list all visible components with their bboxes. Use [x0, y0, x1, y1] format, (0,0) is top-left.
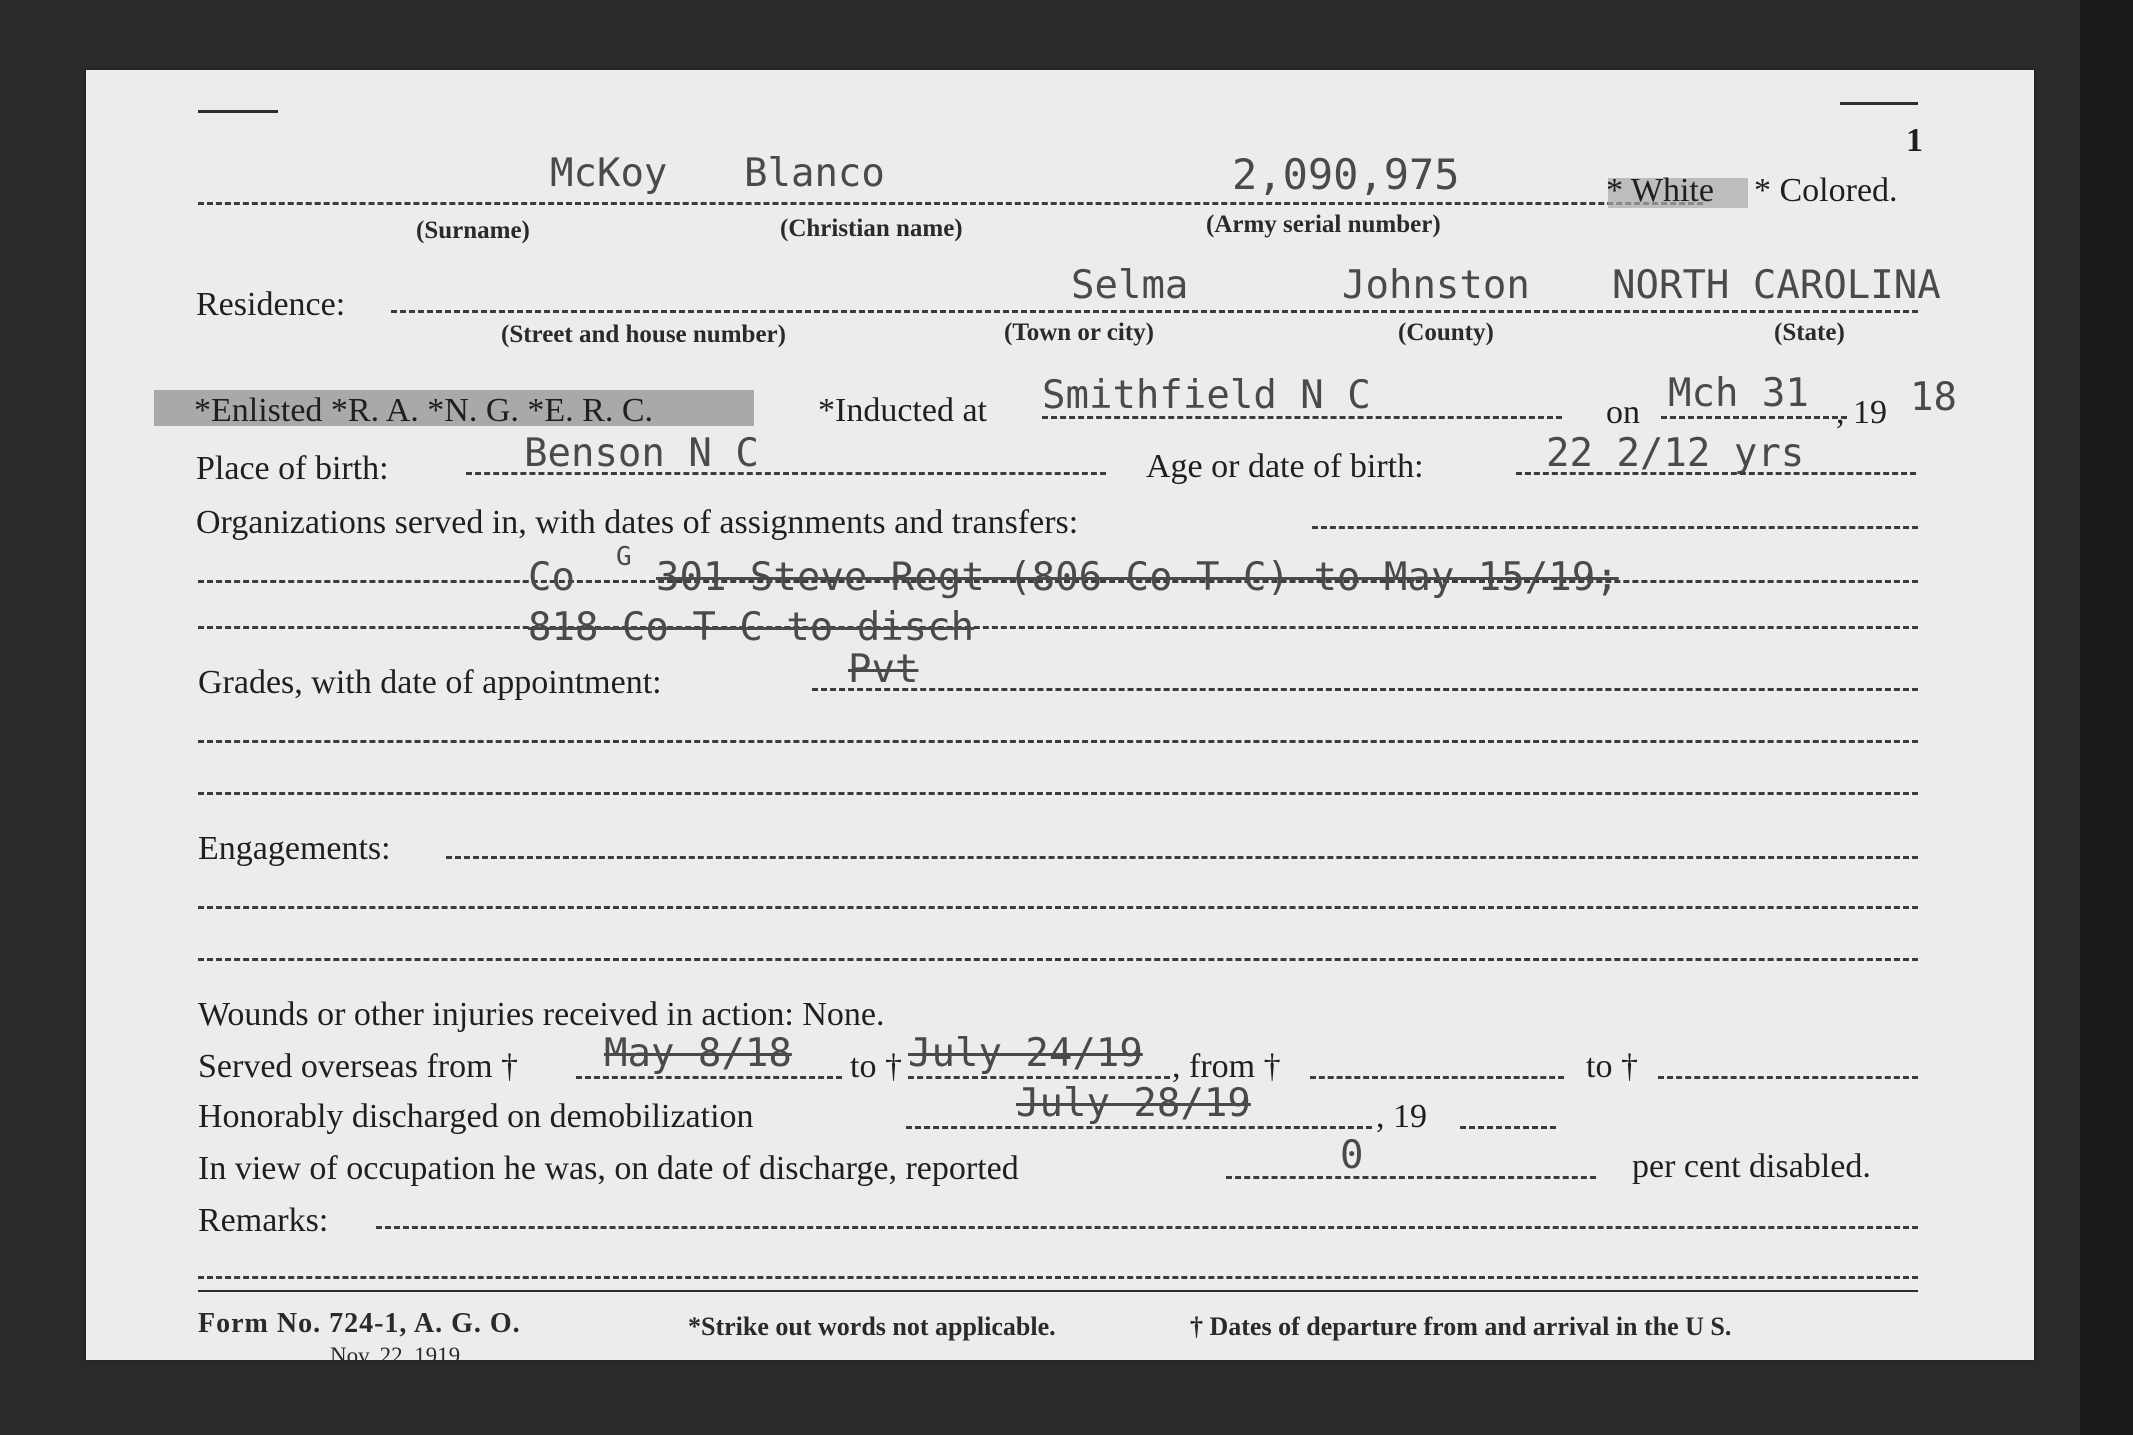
christian-name-caption: (Christian name) — [780, 215, 963, 242]
dagger-note: † Dates of departure from and arrival in the U S. — [1190, 1312, 1732, 1341]
overseas-to2-line — [1658, 1076, 1918, 1079]
overseas-to-value: July 24/19 — [908, 1031, 1143, 1076]
age-line — [1516, 472, 1916, 475]
remarks-label: Remarks: — [198, 1202, 329, 1239]
street-caption: (Street and house number) — [501, 321, 786, 348]
residence-town-value: Selma — [1071, 263, 1189, 308]
induction-year-prefix: , 19 — [1836, 394, 1887, 431]
overseas-from2-label: , from † — [1172, 1048, 1281, 1085]
service-record-card — [86, 70, 2034, 1368]
serial-number-caption: (Army serial number) — [1206, 211, 1441, 238]
discharge-year-line — [1460, 1126, 1556, 1129]
top-left-rule — [198, 110, 278, 113]
county-caption: (County) — [1398, 319, 1494, 346]
overseas-from-line — [576, 1076, 842, 1079]
form-date: Nov. 22, 1919. — [330, 1343, 466, 1368]
age-value: 22 2/12 yrs — [1546, 431, 1805, 476]
colored-option: * Colored. — [1754, 172, 1898, 209]
serial-number-value: 2,090,975 — [1232, 150, 1460, 199]
discharge-year-label: , 19 — [1376, 1098, 1427, 1135]
name-line — [198, 202, 1703, 205]
induction-date-line — [1661, 416, 1847, 419]
wounds-text: Wounds or other injuries received in action: None. — [198, 996, 885, 1033]
organizations-line-0 — [1312, 526, 1918, 529]
organization-line1-text: 301 Steve Regt (806 Co T C) to May 15/19; — [656, 555, 1619, 600]
engagements-label: Engagements: — [198, 830, 391, 867]
grade-value: Pvt — [848, 647, 919, 692]
scanner-background-strip — [2080, 0, 2133, 1435]
disability-label: In view of occupation he was, on date of discharge, reported — [198, 1150, 1019, 1187]
enlistment-options: *Enlisted *R. A. *N. G. *E. R. C. — [194, 392, 654, 429]
place-of-birth-label: Place of birth: — [196, 450, 389, 487]
town-caption: (Town or city) — [1004, 319, 1154, 346]
engagements-line-1 — [198, 906, 1918, 909]
overseas-label: Served overseas from † — [198, 1048, 519, 1085]
induction-on-label: on — [1606, 394, 1640, 431]
organizations-label: Organizations served in, with dates of assignments and transfers: — [196, 504, 1079, 541]
residence-state-value: NORTH CAROLINA — [1612, 263, 1941, 308]
discharge-label: Honorably discharged on demobilization — [198, 1098, 754, 1135]
remarks-line-0 — [376, 1226, 1918, 1229]
top-right-rule — [1840, 102, 1918, 105]
overseas-to-label: to † — [850, 1048, 902, 1085]
disability-value: 0 — [1340, 1133, 1364, 1178]
grades-label: Grades, with date of appointment: — [198, 664, 662, 701]
organization-line1-prefix: Co — [528, 555, 575, 600]
grades-line-1 — [198, 740, 1918, 743]
footer-rule — [198, 1290, 1918, 1292]
engagements-line-0 — [446, 856, 1918, 859]
overseas-from-value: May 8/18 — [604, 1031, 792, 1076]
overseas-to-line — [908, 1076, 1170, 1079]
induction-place-line — [1042, 416, 1562, 419]
christian-name-value: Blanco — [744, 151, 885, 196]
grades-line-0 — [812, 688, 1918, 691]
residence-label: Residence: — [196, 286, 346, 323]
strike-out-note: *Strike out words not applicable. — [688, 1312, 1056, 1341]
overseas-from2-line — [1310, 1076, 1564, 1079]
remarks-line-1 — [198, 1276, 1918, 1279]
organizations-line-2 — [198, 626, 1918, 629]
residence-line — [391, 310, 1918, 313]
organization-line1-superscript: G — [616, 542, 632, 572]
organization-line2-text: 818 Co T C to disch — [528, 605, 975, 650]
place-of-birth-value: Benson N C — [524, 431, 759, 476]
induction-date-value: Mch 31 — [1668, 371, 1809, 416]
state-caption: (State) — [1774, 319, 1845, 346]
discharge-date-value: July 28/19 — [1016, 1081, 1251, 1126]
discharge-date-line — [906, 1126, 1372, 1129]
white-option: * White — [1606, 172, 1714, 209]
surname-caption: (Surname) — [416, 217, 530, 244]
induction-year-value: 18 — [1910, 375, 1957, 420]
age-label: Age or date of birth: — [1146, 448, 1424, 485]
engagements-line-2 — [198, 958, 1918, 961]
overseas-to2-label: to † — [1586, 1048, 1638, 1085]
place-of-birth-line — [466, 472, 1106, 475]
residence-county-value: Johnston — [1342, 263, 1530, 308]
grades-line-2 — [198, 792, 1918, 795]
disability-line — [1226, 1176, 1596, 1179]
inducted-at-label: *Inducted at — [818, 392, 987, 429]
disability-suffix: per cent disabled. — [1632, 1148, 1871, 1185]
surname-value: McKoy — [550, 151, 668, 196]
form-number: Form No. 724-1, A. G. O. — [198, 1308, 521, 1339]
induction-place-value: Smithfield N C — [1042, 373, 1371, 418]
card-number: 1 — [1906, 122, 1923, 159]
